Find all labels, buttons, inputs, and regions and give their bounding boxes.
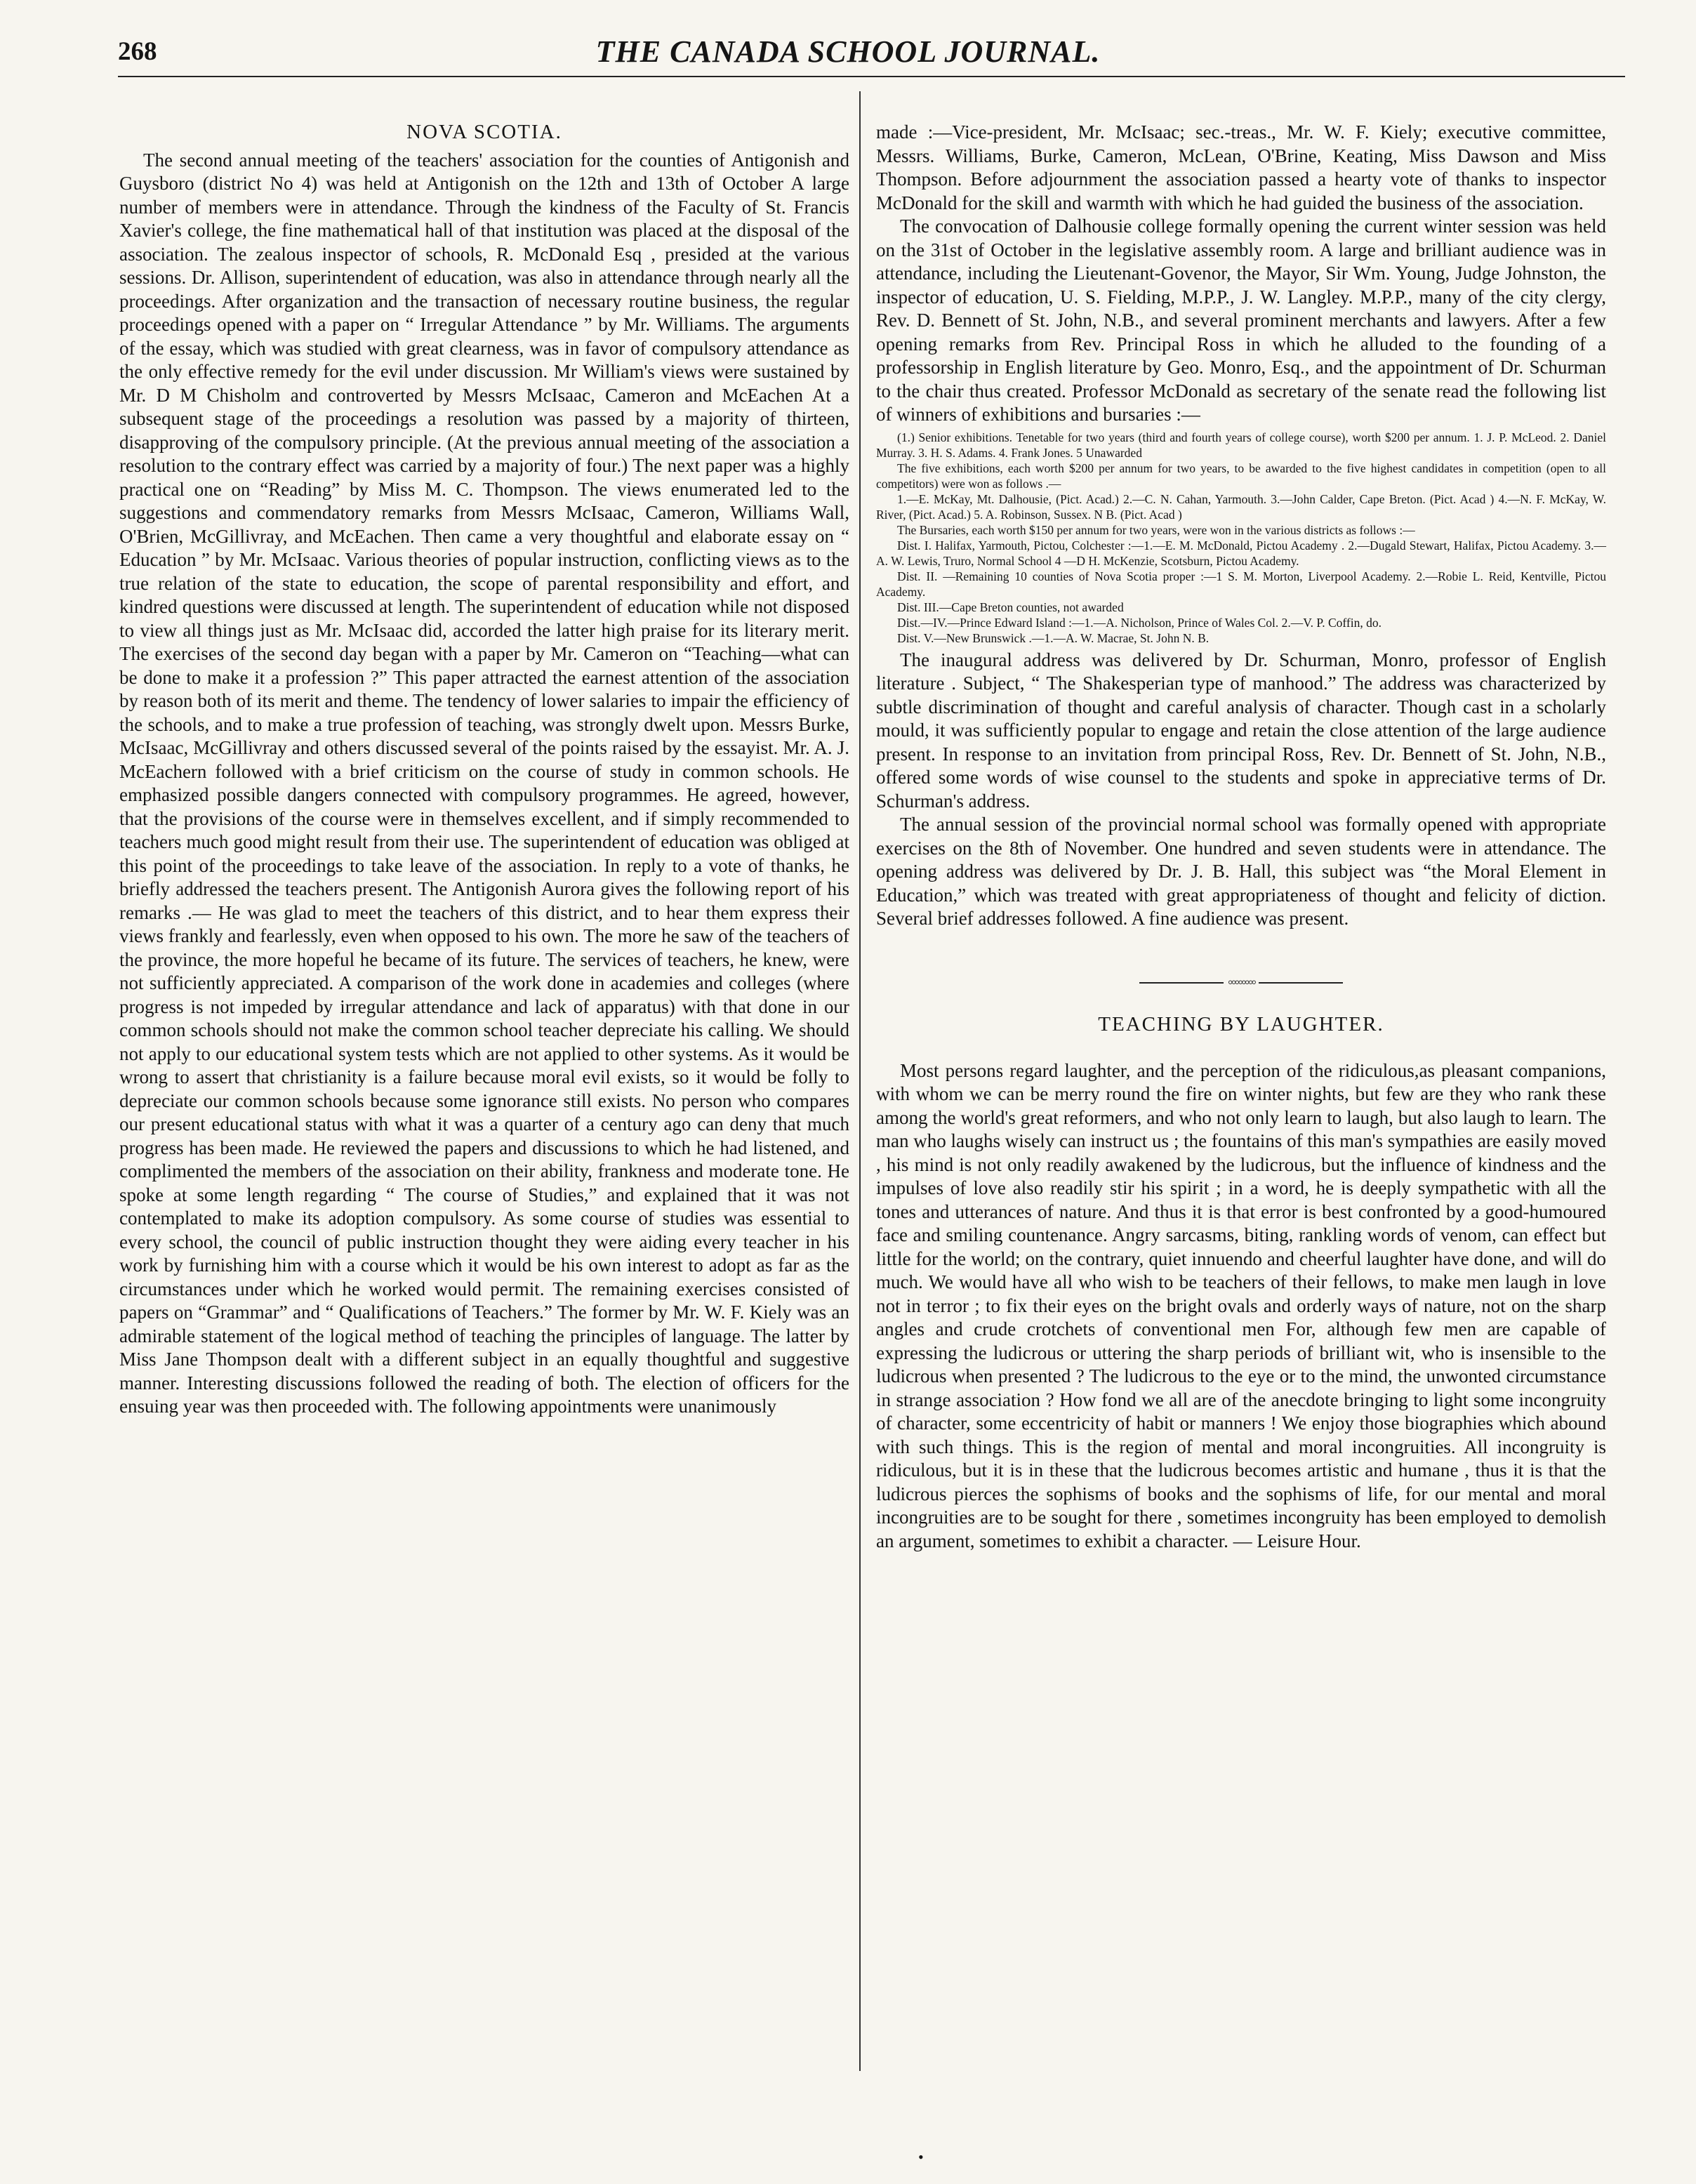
award-item: The Bursaries, each worth $150 per annum for two years, were won in the various districts as follows :— bbox=[897, 522, 1415, 537]
page-number: 268 bbox=[118, 37, 157, 66]
section-title-nova-scotia: NOVA SCOTIA. bbox=[406, 121, 562, 143]
award-item: Dist. I. Halifax, Yarmouth, Pictou, Colchester :—1.—E. M. McDonald, Pictou Academy . 2.—Dugald Stewart, Halifax, Pictou Academy. 3.—A. W. Lewis, Truro, Normal School 4 —D H. McKenzie, Scotsburn, Pictou Academy. bbox=[876, 538, 1606, 568]
journal-title: THE CANADA SCHOOL JOURNAL. bbox=[595, 34, 1101, 69]
award-item: 1.—E. McKay, Mt. Dalhousie, (Pict. Acad.) 2.—C. N. Cahan, Yarmouth. 3.—John Calder, Cape Breton. (Pict. Acad ) 4.—N. F. McKay, W. River, (Pict. Acad.) 5. A. Robinson, Sussex. N B. (Pict. Acad ) bbox=[876, 491, 1606, 522]
award-item: Dist. III.—Cape Breton counties, not awarded bbox=[897, 600, 1124, 614]
article-paragraph: made :—Vice-president, Mr. McIsaac; sec.-treas., Mr. W. F. Kiely; executive committee, Messrs. Williams, Burke, Cameron, McLean, O'Brine, Keating, Miss Dawson and Miss Thompson. Before adjournment the association passed a hearty vote of thanks to inspector McDonald for the skill and warmth with which he had guided the business of the association. bbox=[876, 121, 1606, 213]
left-column bbox=[119, 121, 849, 1419]
article-paragraph: The convocation of Dalhousie college formally opening the current winter session was held on the 31st of October in the legislative assembly room. A large and brilliant audience was in attendance, including the Lieutenant-Govenor, the Mayor, Sir Wm. Young, Judge Johnston, the inspector of education, U. S. Fielding, M.P.P., J. W. Langley. M.P.P., many of the city clergy, Rev. D. Bennett of St. John, N.B., and several prominent merchants and lawyers. After a few opening remarks from Rev. Principal Ross in which he alluded to the founding of a professorship in English literature by Geo. Monro, Esq., and the appointment of Dr. Schurman to the chair thus created. Professor McDonald as secretary of the senate read the following list of winners of exhibitions and bursaries :— bbox=[876, 216, 1606, 425]
article-paragraph: The annual session of the provincial normal school was formally opened with appropriate exercises on the 8th of November. One hundred and seven students were in attendance. The opening address was delivered by Dr. J. B. Hall, this subject was “the Moral Element in Education,” which was treated with great appropriateness of thought and felicity of diction. Several brief addresses followed. A fine audience was present. bbox=[876, 814, 1606, 929]
award-item: Dist. V.—New Brunswick .—1.—A. W. Macrae, St. John N. B. bbox=[897, 630, 1210, 645]
page-header bbox=[0, 0, 1696, 105]
award-item: The five exhibitions, each worth $200 per annum for two years, to be awarded to the five highest candidates in competition (open to all competitors) were won as follows .— bbox=[876, 461, 1606, 491]
section-title-teaching-by-laughter: TEACHING BY LAUGHTER. bbox=[1098, 1013, 1384, 1035]
article-paragraph: The second annual meeting of the teachers' association for the counties of Antigonish and Guysboro (district No 4) was held at Antigonish on the 12th and 13th of October A large number of members were in attendance. Through the kindness of the Faculty of St. Francis Xavier's college, the fine mathematical hall of that institution was placed at the disposal of the association. The zealous inspector of schools, R. McDonald Esq , presided at the various sessions. Dr. Allison, superintendent of education, was also in attendance through nearly all the proceedings. After organization and the transaction of necessary routine business, the regular proceedings opened with a paper on “ Irregular Attendance ” by Mr. Williams. The arguments of the essay, which was studied with great clearness, was in favor of compulsory attendance as the only effective remedy for the evil under discussion. Mr William's views were sustained by Mr. D M Chisholm and controverted by Messrs McIsaac, Cameron and McEachen At a subsequent stage of the proceedings a resolution was passed by a majority of thirteen, disapproving of the compulsory principle. (At the previous annual meeting of the association a resolution to the contrary effect was carried by a majority of four.) The next paper was a highly practical one on “Reading” by Miss M. C. Thompson. The views enumerated led to the suggestions and commendatory remarks from Messrs McIsaac, Cameron, Williams Wall, O'Brien, McGillivray, and McEachen. Then came a very thoughtful and elaborate essay on “ Education ” by Mr. McIsaac. Various theories of popular instruction, conflicting views as to the true relation of the state to education, the scope of parental responsibility and effort, and kindred questions were discussed at length. The superintendent of education while not disposed to view all things just as Mr. McIsaac did, accorded the latter high praise for its literary merit. The exercises of the second day began with a paper by Mr. Cameron on “Teaching—what can be done to make it a profession ?” This paper attracted the earnest attention of the association by reason both of its merit and theme. The tendency of lower salaries to impair the efficiency of the schools, and to make a true profession of teaching, was strongly dwelt upon. Messrs Burke, McIsaac, McGillivray and others discussed several of the points raised by the essayist. Mr. A. J. McEachern followed with a brief criticism on the course of study in common schools. He emphasized possible dangers connected with compulsory programmes. He agreed, however, that the provisions of the course were in themselves excellent, and if simply recommended to teachers much good might result from their use. The superintendent of education was obliged at this point of the proceedings to take leave of the association. In reply to a vote of thanks, he briefly addressed the teachers present. The Antigonish Aurora gives the following report of his remarks .— He was glad to meet the teachers of this district, and to hear them express their views frankly and fearlessly, even when opposed to his own. The more he saw of the teachers of the province, the more hopeful he became of its future. The services of teachers, he knew, were not sufficiently appreciated. A comparison of the work done in academies and colleges (where progress is not impeded by irregular attendance and lack of apparatus) with that done in our common schools should not make the common school teacher depreciate his calling. We should not apply to our educational system tests which are not applied to other systems. As it would be wrong to assert that christianity is a failure because moral evil exists, so it would be folly to depreciate our common schools because some ignorance still exists. No person who compares our present educational status with what it was a quarter of a century ago can deny that much progress has been made. He reviewed the papers and discussions to which he had listened, and complimented the members of the association on their ability, frankness and moderate tone. He spoke at some length regarding “ The course of Studies,” and explained that it was not contemplated to make its adoption compulsory. As some course of studies was essential to every school, the council of public instruction thought they were aiding every teacher in his work by furnishing him with a course which it would be his own interest to adopt as far as the circumstances under which he worked would permit. The remaining exercises consisted of papers on “Grammar” and “ Qualifications of Teachers.” The former by Mr. W. F. Kiely was an admirable statement of the logical method of teaching the principles of language. The latter by Miss Jane Thompson dealt with a different subject in an equally thoughtful and suggestive manner. Interesting discussions followed the reading of both. The election of officers for the ensuing year was then proceeded with. The following appointments were unanimously bbox=[119, 149, 849, 1417]
award-item: (1.) Senior exhibitions. Tenetable for two years (third and fourth years of college course), worth $200 per annum. 1. J. P. McLeod. 2. Daniel Murray. 3. H. S. Adams. 4. Frank Jones. 5 Unawarded bbox=[876, 430, 1606, 460]
award-item: Dist.—IV.—Prince Edward Island :—1.—A. Nicholson, Prince of Wales Col. 2.—V. P. Coffin, do. bbox=[897, 615, 1382, 630]
award-item: Dist. II. —Remaining 10 counties of Nova Scotia proper :—1 S. M. Morton, Liverpool Academy. 2.—Robie L. Reid, Kentville, Pictou Academy. bbox=[876, 569, 1606, 599]
awards-list bbox=[876, 430, 1606, 646]
right-column bbox=[876, 121, 1606, 1553]
header-rule bbox=[118, 76, 1625, 77]
column-divider bbox=[859, 91, 861, 2071]
article-paragraph: Most persons regard laughter, and the perception of the ridiculous,as pleasant companions, with whom we can be merry round the fire on winter nights, but few are they who rank these among the world's great reformers, and who not only learn to laugh, but also laugh to learn. The man who laughs wisely can instruct us ; the fountains of this man's sympathies are easily moved , his mind is not only readily awakened by the ludicrous, but the influence of kindness and the impulses of love also readily stir his spirit ; in a word, he is deeply sympathetic with all the tones and utterances of nature. And thus it is that error is best confronted by a good-humoured face and smiling countenance. Angry sarcasms, biting, rankling words of venom, can effect but little for the world; on the contrary, quiet innuendo and cheerful laughter have done, and will do much. We would have all who wish to be teachers of their fellows, to make men laugh in love not in terror ; to fix their eyes on the bright ovals and orderly ways of nature, not on the sharp angles and crude crotchets of conventional men For, although few men are capable of expressing the ludicrous or uttering the sharp periods of brilliant wit, who is insensible to the ludicrous when presented ? The ludicrous to the eye or to the mind, the unwonted circumstance in strange association ? How fond we all are of the anecdote bringing to light some incongruity of character, some eccentricity of habit or manners ! We enjoy those biographies which abound with such things. This is the region of mental and moral incongruities. All incongruity is ridiculous, but it is in these that the ludicrous becomes artistic and humane , thus it is that the ludicrous pierces the sophisms of books and the sophisms of life, for our mental and moral incongruities are to be sought for there , sometimes incongruity has been employed to demolish an argument, sometimes to exhibit a character. — Leisure Hour. bbox=[876, 1059, 1606, 1551]
footer-mark: • bbox=[918, 2148, 924, 2166]
article-paragraph: The inaugural address was delivered by Dr. Schurman, Monro, professor of English literature . Subject, “ The Shakesperian type of manhood.” The address was characterized by subtle discrimination of thought and careful analysis of character. Though cast in a scholarly mould, it was sufficiently popular to engage and retain the close attention of the large audience present. In response to an invitation from principal Ross, Rev. Dr. Bennett of St. John, N.B., offered some words of wise counsel to the students and spoke in appreciative terms of Dr. Schurman's address. bbox=[876, 649, 1606, 812]
ornamental-divider: ◦◦◦◦◦◦◦◦ bbox=[876, 970, 1606, 994]
